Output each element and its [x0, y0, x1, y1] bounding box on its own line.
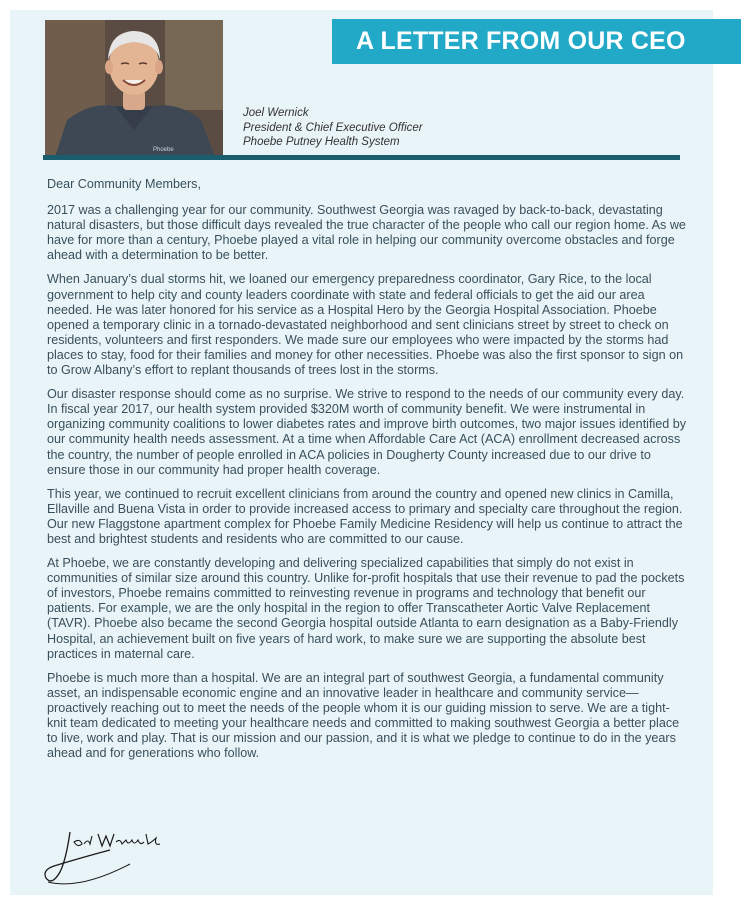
ceo-organization: Phoebe Putney Health System: [243, 136, 400, 148]
letter-paragraph: When January’s dual storms hit, we loaned our emergency preparedness coordinator, Gary Rice, to the local government to help city and county leaders coordinate with state and federal officials to get the aid our area needed. He was later honored for his service as a Hospital Hero by the Georgia Hospital Association. Phoebe opened a temporary clinic in a tornado-devastated neighborhood and sent clinicians street by street to check on residents, volunteers and first responders. We made sure our employees who were impacted by the storms had places to stay, food for their families and money for other necessities. Phoebe was also the first sponsor to sign on to Grow Albany’s effort to replant thousands of trees lost in the storms.: [47, 272, 684, 378]
shirt-logo-text: Phoebe: [153, 147, 174, 153]
header-divider: [43, 155, 680, 160]
ceo-title: President & Chief Executive Officer: [243, 121, 423, 134]
portrait-illustration: [45, 20, 223, 157]
page-title: A LETTER FROM OUR CEO: [332, 19, 741, 64]
letter-paragraph: Phoebe is much more than a hospital. We are an integral part of southwest Georgia, a fundamental community asset, an indispensable economic engine and an innovative leader in healthcare and community service—proactively reaching out to meet the needs of the people whom it is our guiding mission to serve. We are a tight-knit team dedicated to meeting your healthcare needs and committed to making southwest Georgia a better place to live, work and play. That is our mission and our passion, and it is what we pledge to continue to do in the years ahead and for generations who follow.: [47, 670, 680, 761]
ceo-portrait-photo: [45, 20, 223, 157]
letter-paragraph: Our disaster response should come as no surprise. We strive to respond to the needs of our community every day. In fiscal year 2017, our health system provided $320M worth of community benefit. We were instrumental in organizing community coalitions to lower diabetes rates and improve birth outcomes, two major issues identified by our community health needs assessment. At a time when Affordable Care Act (ACA) enrollment decreased across the country, the number of people enrolled in ACA policies in Dougherty County increased due to our drive to ensure those in our community had proper health coverage.: [47, 387, 687, 477]
letter-paragraph: This year, we continued to recruit excellent clinicians from around the country and opened new clinics in Camilla, Ellaville and Buena Vista in order to provide increased access to primary and specialty care throughout the region. Our new Flaggstone apartment complex for Phoebe Family Medicine Residency will help us continue to attract the best and brightest students and residents who are committed to our cause.: [47, 486, 683, 546]
ceo-credits: [243, 106, 423, 150]
ceo-name: Joel Wernick: [243, 107, 309, 119]
letter-paragraph: 2017 was a challenging year for our community. Southwest Georgia was ravaged by back-to-back, devastating natural disasters, but those difficult days revealed the true character of the people who call our region home. As we have for more than a century, Phoebe played a vital role in helping our community overcome obstacles and forge ahead with a determination to be better.: [47, 203, 686, 263]
salutation: Dear Community Members,: [47, 177, 201, 191]
letter-body: [47, 177, 687, 770]
handwritten-signature: [40, 820, 170, 890]
letter-paragraph: At Phoebe, we are constantly developing and delivering specialized capabilities that simply do not exist in communities of similar size around this country. Unlike for-profit hospitals that use their revenue to pad the pockets of investors, Phoebe remains committed to reinvesting revenue in programs and technology that benefit our patients. For example, we are the only hospital in the region to offer Transcatheter Aortic Valve Replacement (TAVR). Phoebe also became the second Georgia hospital outside Atlanta to earn designation as a Baby-Friendly Hospital, an achievement built on five years of hard work, to make sure we are supporting the absolute best practices in maternal care.: [47, 556, 685, 661]
